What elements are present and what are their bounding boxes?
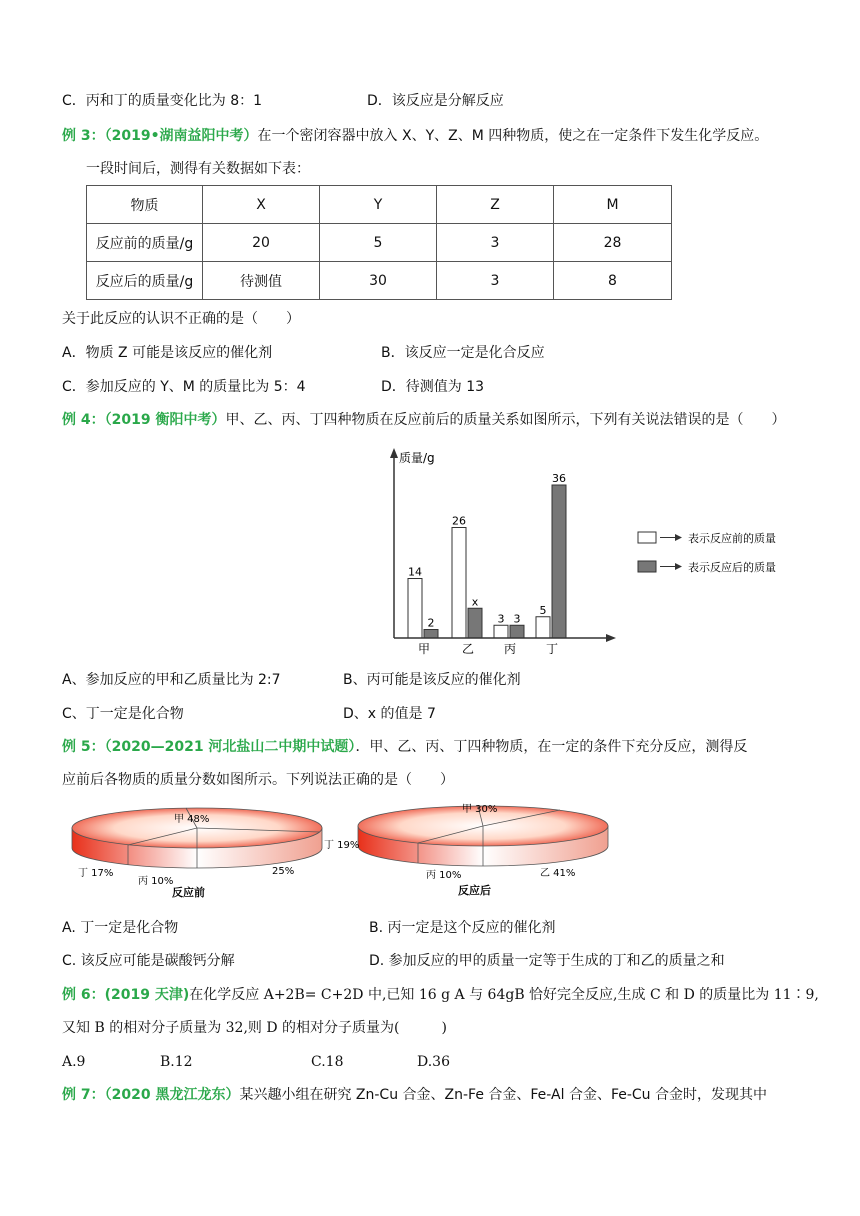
option-c: C、丁一定是化合物	[62, 706, 184, 722]
option-b: B. 丙一定是这个反应的催化剂	[369, 920, 556, 936]
pie-label: 25%	[272, 866, 295, 877]
table-cell: 物质	[87, 186, 203, 224]
bar-丙-after	[510, 625, 524, 638]
example-6-stem-2: 又知 B 的相对分子质量为 32,则 D 的相对分子质量为( )	[62, 1020, 447, 1036]
stem-text: ．甲、乙、丙、丁四种物质，在一定的条件下充分反应，测得反	[355, 739, 748, 755]
table-cell: 5	[320, 224, 437, 262]
data-label: 26	[452, 514, 466, 528]
table-cell: 待测值	[203, 262, 320, 300]
x-axis-arrow	[606, 634, 616, 642]
option-a: A、参加反应的甲和乙质量比为 2:7	[62, 672, 281, 688]
y-axis-arrow	[390, 448, 398, 458]
stem-text: 在一个密闭容器中放入 X、Y、Z、M 四种物质，使之在一定条件下发生化学反应。	[257, 128, 769, 144]
stem-text: 甲、乙、丙、丁四种物质在反应前后的质量关系如图所示，下列有关说法错误的是（ ）	[225, 412, 786, 428]
legend-label-after: 表示反应后的质量	[688, 561, 776, 574]
mass-table	[86, 185, 672, 300]
legend-arrow-head	[675, 563, 682, 570]
legend-swatch-after	[638, 561, 656, 572]
option-d: D．该反应是分解反应	[367, 93, 504, 109]
pie-label: 乙 41%	[540, 868, 576, 879]
stem-text: 在化学反应 A+2B= C+2D 中,已知 16 g A 与 64gB 恰好完全反应,生成 C 和 D 的质量比为 11∶9,	[189, 987, 819, 1003]
legend-swatch-before	[638, 532, 656, 543]
example-5-stem	[62, 737, 747, 757]
data-label: 5	[539, 603, 547, 617]
example-5-stem-2: 应前后各物质的质量分数如图所示。下列说法正确的是（ ）	[62, 772, 454, 788]
option-b: B、丙可能是该反应的催化剂	[343, 672, 521, 688]
pie-label: 丁 19%	[324, 840, 360, 851]
option-d: D．待测值为 13	[381, 379, 485, 395]
example-source: (2019 天津)	[104, 987, 190, 1003]
bar-丁-after	[552, 485, 566, 638]
x-tick-label: 乙	[461, 642, 475, 656]
y-axis-label: 质量/g	[399, 451, 435, 465]
table-cell: 28	[554, 224, 672, 262]
example-source: （2020 黑龙江龙东）	[104, 1087, 240, 1103]
pie-label: 丁 17%	[78, 868, 114, 879]
table-row	[87, 224, 672, 262]
option-c: C. 该反应可能是碳酸钙分解	[62, 953, 235, 969]
x-tick-label: 丁	[545, 642, 559, 656]
bar-甲-before	[408, 579, 422, 639]
bar-乙-before	[452, 528, 466, 639]
bar-丙-before	[494, 625, 508, 638]
example-label: 例 4：	[62, 412, 105, 428]
pie-label: 甲 30%	[462, 804, 498, 815]
data-label: x	[471, 595, 479, 609]
example-3-stem	[62, 126, 768, 146]
option-a: A. 丁一定是化合物	[62, 920, 179, 936]
pie-label: 丙 10%	[426, 870, 462, 881]
example-label: 例 7：	[62, 1087, 105, 1103]
bar-chart	[380, 448, 820, 660]
table-cell: 8	[554, 262, 672, 300]
table-cell: 20	[203, 224, 320, 262]
option-a: A．物质 Z 可能是该反应的催化剂	[62, 345, 273, 361]
table-header-row	[87, 186, 672, 224]
table-cell: 30	[320, 262, 437, 300]
option-d: D. 参加反应的甲的质量一定等于生成的丁和乙的质量之和	[369, 953, 725, 969]
option-b: B.12	[160, 1054, 193, 1070]
data-label: 36	[552, 472, 566, 485]
table-row	[87, 262, 672, 300]
example-7-stem	[62, 1085, 767, 1105]
example-3-stem-2: 一段时间后，测得有关数据如下表：	[86, 161, 310, 177]
option-d: D、x 的值是 7	[343, 706, 436, 722]
table-cell: X	[203, 186, 320, 224]
pie-after	[324, 803, 608, 897]
stem-text: 某兴趣小组在研究 Zn-Cu 合金、Zn-Fe 合金、Fe-Al 合金、Fe-Cu 合金时，发现其中	[239, 1087, 768, 1103]
pie-charts	[62, 800, 612, 908]
example-label: 例 5：	[62, 739, 105, 755]
option-a: A.9	[62, 1054, 86, 1070]
pie-label: 甲 48%	[174, 814, 210, 825]
x-tick-label: 丙	[503, 642, 517, 656]
example-label: 例 3：	[62, 128, 105, 144]
example-source: （2019•湖南益阳中考）	[104, 128, 258, 144]
table-cell: Z	[437, 186, 554, 224]
table-cell: Y	[320, 186, 437, 224]
table-cell: 3	[437, 224, 554, 262]
option-c: C．丙和丁的质量变化比为 8：1	[62, 93, 263, 109]
example-source: （2019 衡阳中考）	[104, 412, 226, 428]
option-d: D.36	[417, 1054, 450, 1070]
data-label: 3	[497, 612, 505, 626]
bar-丁-before	[536, 617, 550, 638]
table-cell: M	[554, 186, 672, 224]
data-label: 14	[408, 565, 422, 579]
bar-甲-after	[424, 630, 438, 639]
legend-label-before: 表示反应前的质量	[688, 532, 776, 545]
example-4-stem	[62, 410, 785, 430]
x-tick-label: 甲	[417, 642, 431, 656]
pie-label: 丙 10%	[138, 876, 174, 887]
data-label: 3	[513, 612, 521, 626]
option-c: C．参加反应的 Y、M 的质量比为 5：4	[62, 379, 306, 395]
example-3-question: 关于此反应的认识不正确的是（ ）	[62, 311, 300, 327]
data-label: 2	[427, 616, 435, 630]
option-c: C.18	[311, 1054, 344, 1070]
example-source: （2020—2021 河北盐山二中期中试题）	[104, 739, 356, 755]
table-cell: 3	[437, 262, 554, 300]
bar-乙-after	[468, 608, 482, 638]
pie-before	[72, 808, 322, 899]
pie-title: 反应后	[458, 884, 491, 897]
option-b: B．该反应一定是化合反应	[381, 345, 545, 361]
table-cell: 反应前的质量/g	[87, 224, 203, 262]
example-6-stem	[62, 985, 819, 1005]
table-cell: 反应后的质量/g	[87, 262, 203, 300]
pie-title: 反应前	[172, 886, 205, 899]
example-label: 例 6：	[62, 987, 105, 1003]
legend-arrow-head	[675, 534, 682, 541]
